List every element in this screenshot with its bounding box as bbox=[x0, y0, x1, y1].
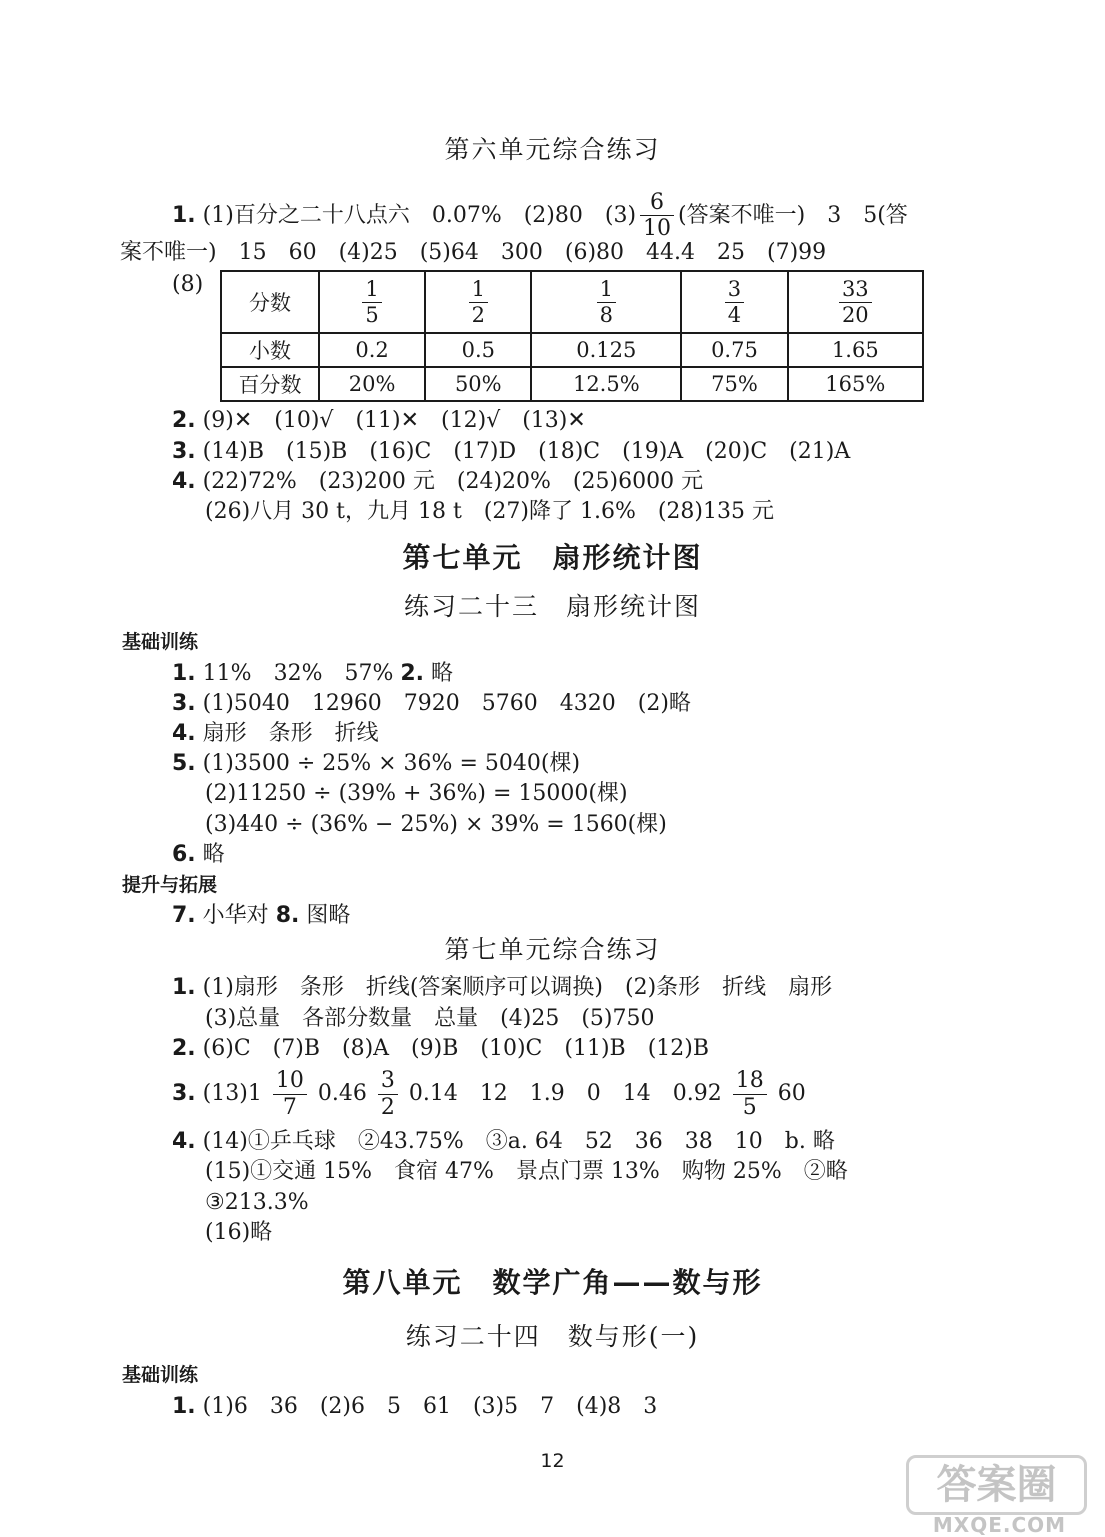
answer-text: 0.46 bbox=[317, 1081, 367, 1106]
answer-text: 图略 bbox=[306, 903, 351, 928]
unit6-q4-line1 bbox=[172, 467, 703, 497]
unit7-q6 bbox=[172, 840, 225, 870]
unit7-q7-q8 bbox=[172, 901, 350, 931]
unit6-q2 bbox=[172, 406, 586, 436]
question-number: 5. bbox=[172, 751, 196, 776]
question-number: 2. bbox=[400, 661, 425, 686]
table-cell: $\frac{1}{5}$ bbox=[319, 271, 425, 333]
question-number: 1. bbox=[172, 1394, 196, 1419]
unit-title-unit7: 第七单元 扇形统计图 bbox=[402, 541, 703, 574]
table-cell: $\frac{3}{4}$ bbox=[681, 271, 787, 333]
answer-text: (6)C (7)B (8)A (9)B (10)C (11)B (12)B bbox=[202, 1036, 710, 1061]
table-cell: $\frac{1}{8}$ bbox=[531, 271, 681, 333]
question-number: 2. bbox=[172, 408, 196, 433]
table-cell: 0.5 bbox=[425, 333, 531, 367]
row-label-percent: 百分数 bbox=[221, 367, 319, 401]
answer-text: 0.14 12 1.9 0 14 0.92 bbox=[408, 1081, 722, 1106]
page-number: 12 bbox=[540, 1450, 565, 1472]
question-number: 3. bbox=[172, 439, 196, 464]
answer-text: (1)3500 ÷ 25% × 36% = 5040(棵) bbox=[202, 751, 581, 776]
unit6-q1-part8-label: (8) bbox=[172, 272, 204, 297]
unit7r-q4-line1 bbox=[172, 1127, 835, 1157]
watermark-logo bbox=[912, 1455, 1087, 1535]
answer-text: 11% 32% 57% bbox=[202, 661, 394, 686]
question-number: 4. bbox=[172, 1129, 196, 1154]
answer-text: (答案不唯一) 3 5(答 bbox=[678, 202, 908, 228]
section-title-unit7-review: 第七单元综合练习 bbox=[444, 935, 661, 964]
table-cell: 165% bbox=[788, 367, 923, 401]
unit7r-q4-line3: ③213.3% bbox=[205, 1190, 309, 1215]
unit7r-q4-line2: (15)①交通 15% 食宿 47% 景点门票 13% 购物 25% ②略 bbox=[205, 1159, 848, 1184]
table-cell: 12.5% bbox=[531, 367, 681, 401]
answer-text: 扇形 条形 折线 bbox=[202, 721, 379, 746]
question-number: 1. bbox=[172, 975, 196, 1000]
answer-text: 小华对 bbox=[202, 903, 269, 928]
table-cell: $\frac{33}{20}$ bbox=[788, 271, 923, 333]
unit7-q4 bbox=[172, 719, 379, 749]
unit6-q1-line2: 案不唯一) 15 60 (4)25 (5)64 300 (6)80 44.4 25 (7)99 bbox=[120, 240, 827, 265]
section-label-basic-8: 基础训练 bbox=[122, 1364, 199, 1386]
fraction: $\frac{6}{10}$ bbox=[640, 190, 674, 242]
unit7-q5-3: (3)440 ÷ (36% − 25%) × 39% = 1560(棵) bbox=[205, 812, 667, 837]
answer-text: (13)1 bbox=[202, 1081, 262, 1106]
conversion-table bbox=[220, 270, 924, 402]
answer-text: (1)百分之二十八点六 0.07% (2)80 (3) bbox=[202, 202, 637, 228]
table-cell: 0.75 bbox=[681, 333, 787, 367]
unit7r-q1-line2: (3)总量 各部分数量 总量 (4)25 (5)750 bbox=[205, 1006, 655, 1031]
answer-text: (14)B (15)B (16)C (17)D (18)C (19)A (20)C (21)A bbox=[202, 439, 851, 464]
answer-text: 略 bbox=[431, 661, 454, 686]
unit7r-q2 bbox=[172, 1034, 709, 1064]
section-title-unit6-review: 第六单元综合练习 bbox=[444, 135, 661, 164]
question-number: 8. bbox=[275, 903, 300, 928]
answer-text: 60 bbox=[777, 1081, 806, 1106]
answer-text: (1)扇形 条形 折线(答案顺序可以调换) (2)条形 折线 扇形 bbox=[202, 975, 833, 1000]
unit7-q1-q2 bbox=[172, 659, 453, 689]
row-label-fraction: 分数 bbox=[221, 271, 319, 333]
table-cell: 0.125 bbox=[531, 333, 681, 367]
answer-text: (9)✕ (10)√ (11)✕ (12)√ (13)✕ bbox=[202, 408, 586, 433]
unit-title-unit8: 第八单元 数学广角——数与形 bbox=[342, 1266, 763, 1299]
unit6-q1-line1 bbox=[172, 190, 908, 242]
question-number: 4. bbox=[172, 469, 196, 494]
row-label-decimal: 小数 bbox=[221, 333, 319, 367]
table-cell: 75% bbox=[681, 367, 787, 401]
fraction: $\frac{18}{5}$ bbox=[733, 1068, 767, 1120]
answer-text: (22)72% (23)200 元 (24)20% (25)6000 元 bbox=[202, 469, 704, 494]
table-row bbox=[221, 367, 923, 401]
table-cell: 50% bbox=[425, 367, 531, 401]
section-label-basic: 基础训练 bbox=[122, 631, 199, 653]
answer-text: (14)①乒乓球 ②43.75% ③a. 64 52 36 38 10 b. 略 bbox=[202, 1129, 835, 1154]
unit7-q3 bbox=[172, 689, 691, 719]
question-number: 1. bbox=[172, 202, 196, 228]
table-cell: $\frac{1}{2}$ bbox=[425, 271, 531, 333]
fraction: $\frac{10}{7}$ bbox=[273, 1068, 307, 1120]
unit7r-q3 bbox=[172, 1064, 806, 1124]
table-row bbox=[221, 333, 923, 367]
unit6-q3 bbox=[172, 437, 850, 467]
question-number: 3. bbox=[172, 691, 196, 716]
answer-text: (1)6 36 (2)6 5 61 (3)5 7 (4)8 3 bbox=[202, 1394, 658, 1419]
question-number: 6. bbox=[172, 842, 196, 867]
watermark-url: MXQE.COM bbox=[932, 1513, 1067, 1537]
table-cell: 1.65 bbox=[788, 333, 923, 367]
unit6-q4-line2: (26)八月 30 t，九月 18 t (27)降了 1.6% (28)135 元 bbox=[205, 499, 774, 524]
table-cell: 20% bbox=[319, 367, 425, 401]
answer-text: 略 bbox=[202, 842, 225, 867]
question-number: 3. bbox=[172, 1081, 196, 1106]
unit7r-q1-line1 bbox=[172, 973, 832, 1003]
question-number: 7. bbox=[172, 903, 196, 928]
table-row bbox=[221, 271, 923, 333]
unit7-q5-2: (2)11250 ÷ (39% + 36%) = 15000(棵) bbox=[205, 781, 628, 806]
exercise-title-23: 练习二十三 扇形统计图 bbox=[403, 592, 701, 621]
answer-text: (1)5040 12960 7920 5760 4320 (2)略 bbox=[202, 691, 691, 716]
unit8-q1 bbox=[172, 1392, 657, 1422]
watermark-logo-text: 答案圈 bbox=[906, 1455, 1087, 1515]
table-cell: 0.2 bbox=[319, 333, 425, 367]
section-label-advance: 提升与拓展 bbox=[122, 874, 218, 896]
question-number: 4. bbox=[172, 721, 196, 746]
unit7-q5-1 bbox=[172, 749, 580, 779]
unit7r-q4-line4: (16)略 bbox=[205, 1220, 273, 1245]
fraction: $\frac{3}{2}$ bbox=[378, 1068, 398, 1120]
question-number: 2. bbox=[172, 1036, 196, 1061]
exercise-title-24: 练习二十四 数与形(一) bbox=[405, 1322, 700, 1351]
question-number: 1. bbox=[172, 661, 196, 686]
